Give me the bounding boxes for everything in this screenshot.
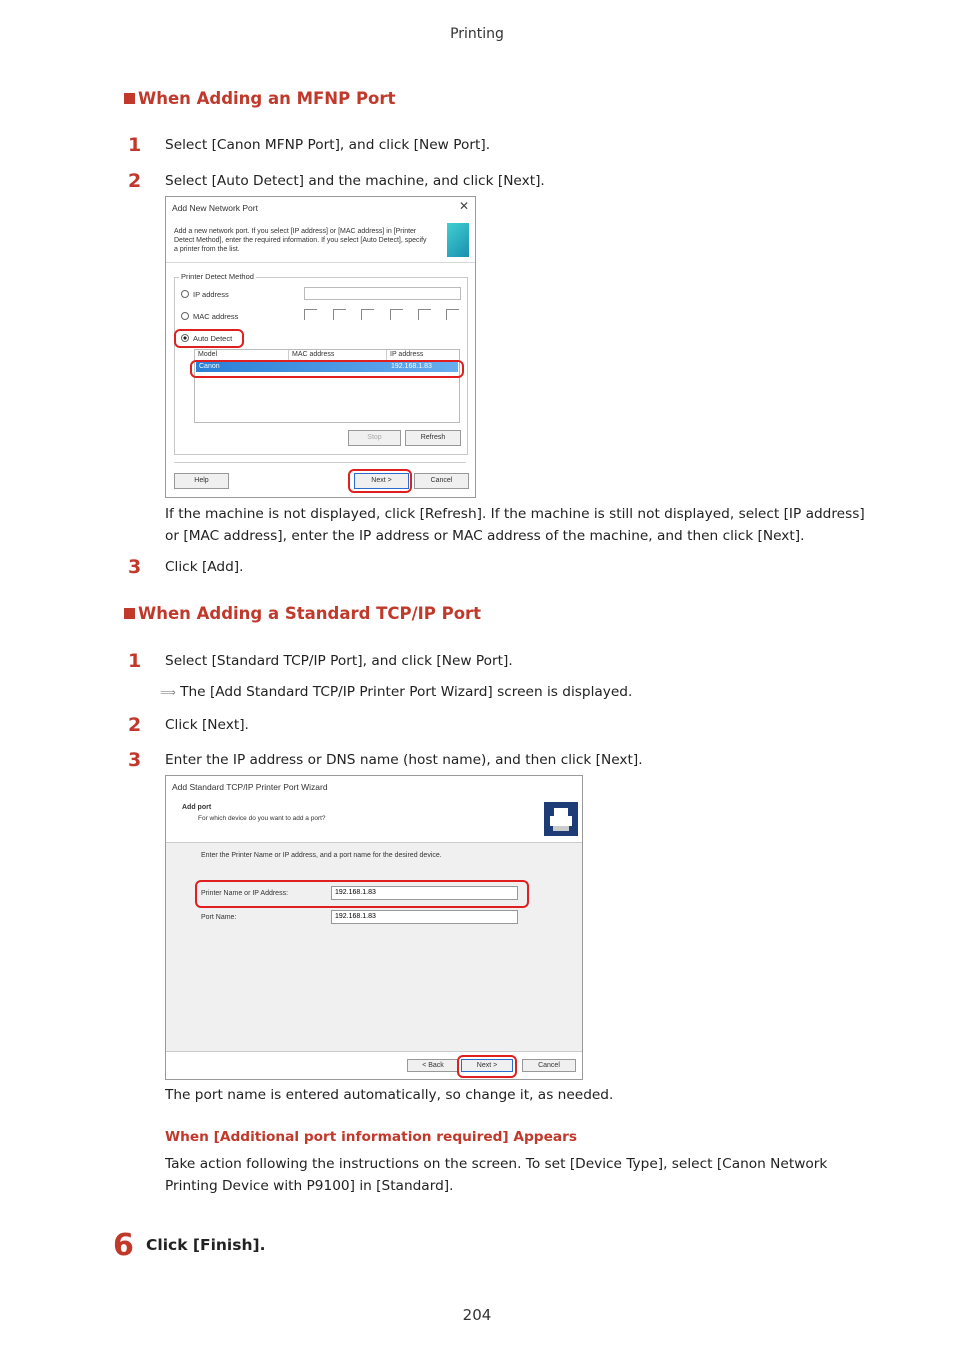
radio-auto-detect[interactable]: Auto Detect (181, 334, 232, 343)
page-header: Printing (450, 26, 504, 42)
row-ip: 192.168.1.83 (391, 363, 432, 370)
section-marker-icon (124, 93, 135, 104)
step-text-large: Click [Finish]. (146, 1236, 266, 1254)
printer-icon (447, 223, 469, 257)
mac-field[interactable] (390, 309, 403, 320)
step-number: 3 (128, 556, 142, 578)
column-header-mac: MAC address (289, 350, 387, 360)
step-text: Click [Add]. (165, 559, 244, 575)
divider (174, 462, 466, 463)
dialog-title: Add Standard TCP/IP Printer Port Wizard (172, 782, 328, 792)
wizard-subheading: For which device do you want to add a port? (198, 815, 326, 822)
port-name-label: Port Name: (201, 914, 237, 921)
column-header-ip: IP address (390, 351, 424, 358)
note-text: If the machine is not displayed, click [Refresh]. If the machine is still not displayed, select [IP address] or [MAC address], enter the IP address or MAC address of the machine, and then click [Next]. (165, 506, 865, 544)
refresh-button[interactable]: Refresh (405, 430, 461, 446)
radio-icon (181, 312, 189, 320)
highlight-box (457, 1055, 517, 1078)
subheading: When [Additional port information required] Appears (165, 1129, 578, 1145)
dialog-description: Add a new network port. If you select [IP address] or [MAC address] in [Printer Detect Method], enter the required information. If you select [Auto Detect], specify a printer from the list. (174, 228, 427, 253)
highlight-box (195, 880, 529, 908)
step-number-large: 6 (113, 1228, 134, 1263)
ip-address-input[interactable] (304, 287, 461, 300)
step-text: Click [Next]. (165, 717, 249, 733)
wizard-heading: Add port (182, 804, 212, 811)
step-number: 1 (128, 134, 142, 156)
mac-field[interactable] (333, 309, 346, 320)
column-header-model: Model (195, 350, 289, 360)
section-marker-icon (124, 608, 135, 619)
help-button[interactable]: Help (174, 473, 229, 489)
highlight-box (174, 329, 244, 348)
mac-field[interactable] (361, 309, 374, 320)
radio-mac-address[interactable]: MAC address (181, 312, 238, 321)
add-network-port-dialog (165, 196, 476, 498)
instruction-text: Enter the Printer Name or IP address, and a port name for the desired device. (201, 852, 442, 859)
highlight-box (348, 469, 412, 493)
mac-field[interactable] (418, 309, 431, 320)
step-number: 3 (128, 749, 142, 771)
step-text: Select [Standard TCP/IP Port], and click [New Port]. (165, 653, 513, 669)
next-button[interactable]: Next > (354, 473, 409, 489)
note-text: The port name is entered automatically, so change it, as needed. (165, 1087, 614, 1103)
radio-icon (181, 290, 189, 298)
step-text: Select [Canon MFNP Port], and click [New Port]. (165, 137, 491, 153)
highlight-box (190, 360, 464, 378)
step-number: 1 (128, 650, 142, 672)
close-icon[interactable]: ✕ (458, 199, 469, 213)
cancel-button[interactable]: Cancel (522, 1059, 576, 1072)
printer-icon (544, 802, 578, 836)
subheading-text: Take action following the instructions on the screen. To set [Device Type], select [Canon Network Printing Device with P9100] in [Standard]. (165, 1156, 828, 1194)
page-number: 204 (462, 1306, 492, 1324)
next-button[interactable]: Next > (461, 1059, 513, 1072)
row-model: Canon (199, 363, 220, 370)
step-number: 2 (128, 714, 142, 736)
section-heading-tcpip: When Adding a Standard TCP/IP Port (124, 604, 481, 623)
cancel-button[interactable]: Cancel (414, 473, 469, 489)
group-label: Printer Detect Method (181, 272, 254, 281)
radio-ip-address[interactable]: IP address (181, 290, 229, 299)
tcpip-port-wizard-dialog (165, 775, 583, 1080)
result-text: ⟹ The [Add Standard TCP/IP Printer Port Wizard] screen is displayed. (160, 684, 633, 700)
dialog-title: Add New Network Port (172, 203, 258, 213)
step-text: Enter the IP address or DNS name (host name), and then click [Next]. (165, 752, 643, 768)
back-button[interactable]: < Back (407, 1059, 459, 1072)
result-arrow-icon: ⟹ (160, 686, 176, 699)
printer-name-label: Printer Name or IP Address: (201, 890, 289, 897)
step-number: 2 (128, 170, 142, 192)
section-heading-mfnp: When Adding an MFNP Port (124, 89, 395, 108)
wizard-body (166, 842, 582, 1052)
step-text: Select [Auto Detect] and the machine, and click [Next]. (165, 173, 545, 189)
mac-field[interactable] (446, 309, 459, 320)
divider (166, 262, 475, 263)
port-name-input[interactable] (331, 910, 518, 924)
stop-button[interactable]: Stop (348, 430, 401, 446)
mac-field[interactable] (304, 309, 317, 320)
